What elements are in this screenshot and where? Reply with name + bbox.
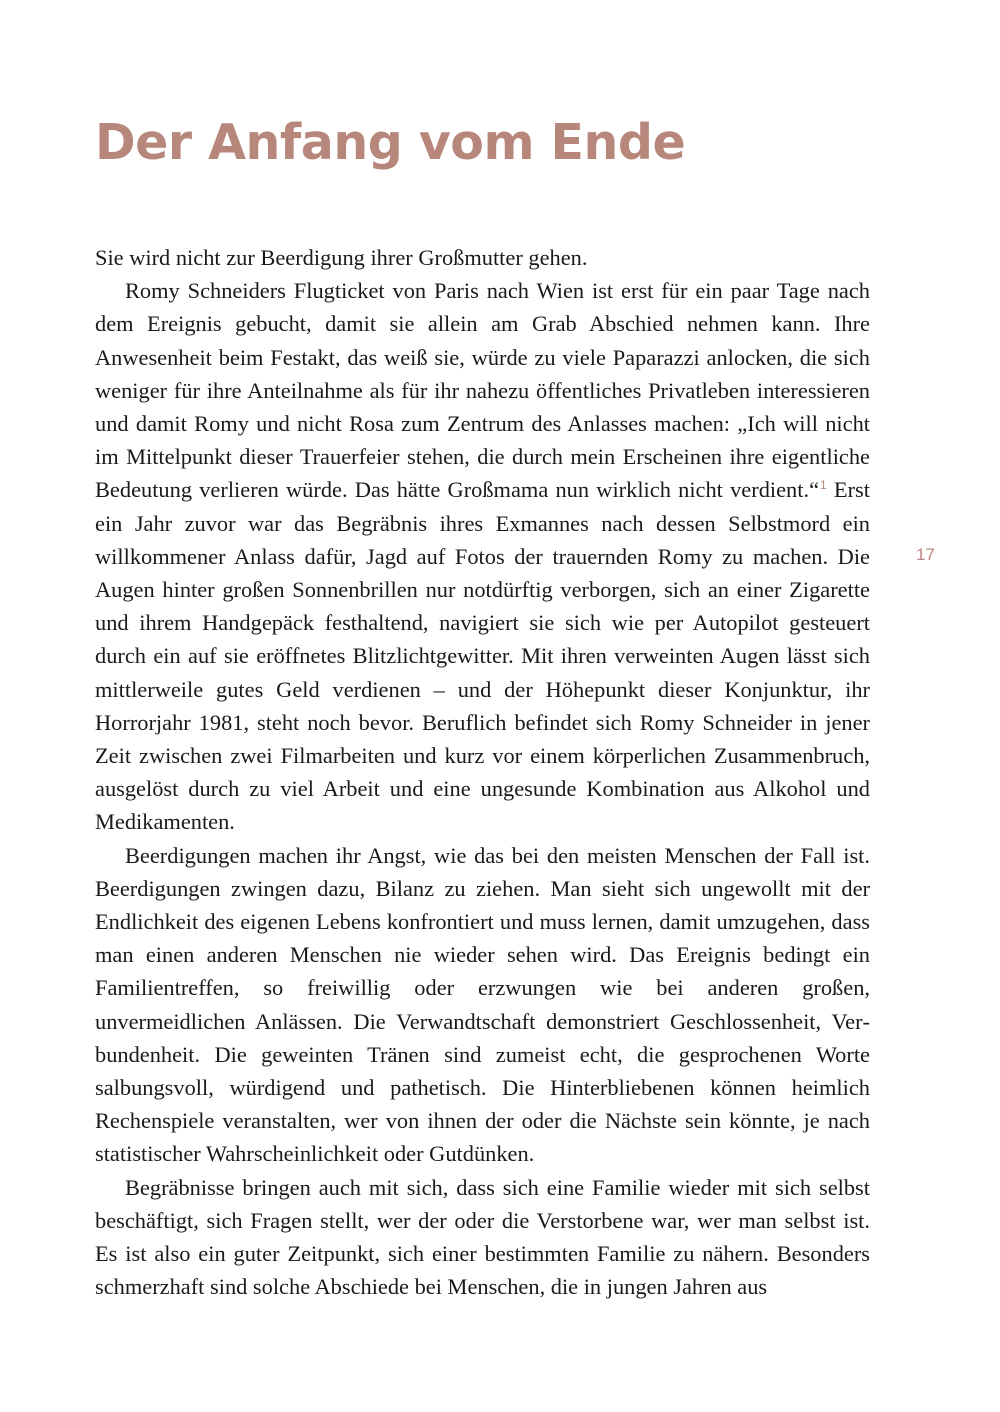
body-text	[95, 241, 870, 1304]
paragraph-2-text-a: Romy Schneiders Flugticket von Paris nach Wien ist erst für ein paar Tage nach dem Ereignis gebucht, damit sie allein am Grab Abschied nehmen kann. Ihre Anwesenheit beim Festakt, das weiß sie, würde zu viele Paparazzi anlocken, die sich weniger für ihre Anteilnahme als für ihr nahezu öffentliches Privatleben interessieren und damit Romy und nicht Rosa zum Zentrum des Anlasses machen: „Ich will nicht im Mittelpunkt dieser Trauerfeier stehen, die durch mein Erscheinen ihre eigentliche Bedeutung verlieren würde. Das hätte Großmama nun wirklich nicht verdient.“	[95, 278, 870, 503]
paragraph-2	[95, 274, 870, 838]
paragraph-4: Begräbnisse bringen auch mit sich, dass sich eine Familie wieder mit sich selbst beschäftigt, sich Fragen stellt, wer der oder die Verstorbene war, wer man selbst ist. Es ist also ein guter Zeitpunkt, sich einer bestimmten Familie zu nähern. Besonders schmerzhaft sind solche Abschiede bei Menschen, die in jungen Jahren aus	[95, 1174, 870, 1300]
paragraph-1: Sie wird nicht zur Beerdigung ihrer Großmutter gehen.	[95, 245, 588, 270]
chapter-title: Der Anfang vom Ende	[95, 114, 686, 171]
page-number: 17	[916, 545, 935, 564]
paragraph-3: Beerdigungen machen ihr Angst, wie das bei den meisten Menschen der Fall ist. Beerdigungen zwingen dazu, Bilanz zu ziehen. Man sieht sich ungewollt mit der Endlichkeit des eigenen Lebens konfrontiert und muss lernen, damit umzugehen, dass man einen anderen Menschen nie wieder sehen wird. Das Ereignis bedingt ein Familientreffen, so freiwillig oder erzwungen wie bei anderen großen, unvermeidlichen Anlässen. Die Verwandtschaft demonstriert Geschlossenheit, Verbundenheit. Die geweinten Tränen sind zumeist echt, die gesprochenen Worte salbungsvoll, würdigend und pathetisch. Die Hinterbliebenen können heimlich Rechenspiele veranstalten, wer von ihnen der oder die Nächste sein könnte, je nach statistischer Wahrscheinlichkeit oder Gutdünken.	[95, 842, 870, 1167]
paragraph-2-text-b: Erst ein Jahr zuvor war das Begräbnis ihres Exmannes nach dessen Selbstmord ein willkommener Anlass dafür, Jagd auf Fotos der trauernden Romy zu machen. Die Augen hinter großen Sonnenbrillen nur notdürftig verborgen, sich an einer Zigarette und ihrem Handgepäck festhaltend, navigiert sie sich wie per Autopilot gesteuert durch ein auf sie eröffnetes Blitzlichtgewitter. Mit ihren verweinten Augen lässt sich mittlerweile gutes Geld verdienen – und der Höhepunkt dieser Konjunktur, ihr Horrorjahr 1981, steht noch bevor. Beruflich befindet sich Romy Schneider in jener Zeit zwischen zwei Filmarbeiten und kurz vor einem körperlichen Zusammenbruch, ausgelöst durch zu viel Arbeit und eine ungesunde Kombination aus Alkohol und Medikamenten.	[95, 477, 870, 835]
footnote-reference[interactable]: 1	[820, 477, 827, 492]
